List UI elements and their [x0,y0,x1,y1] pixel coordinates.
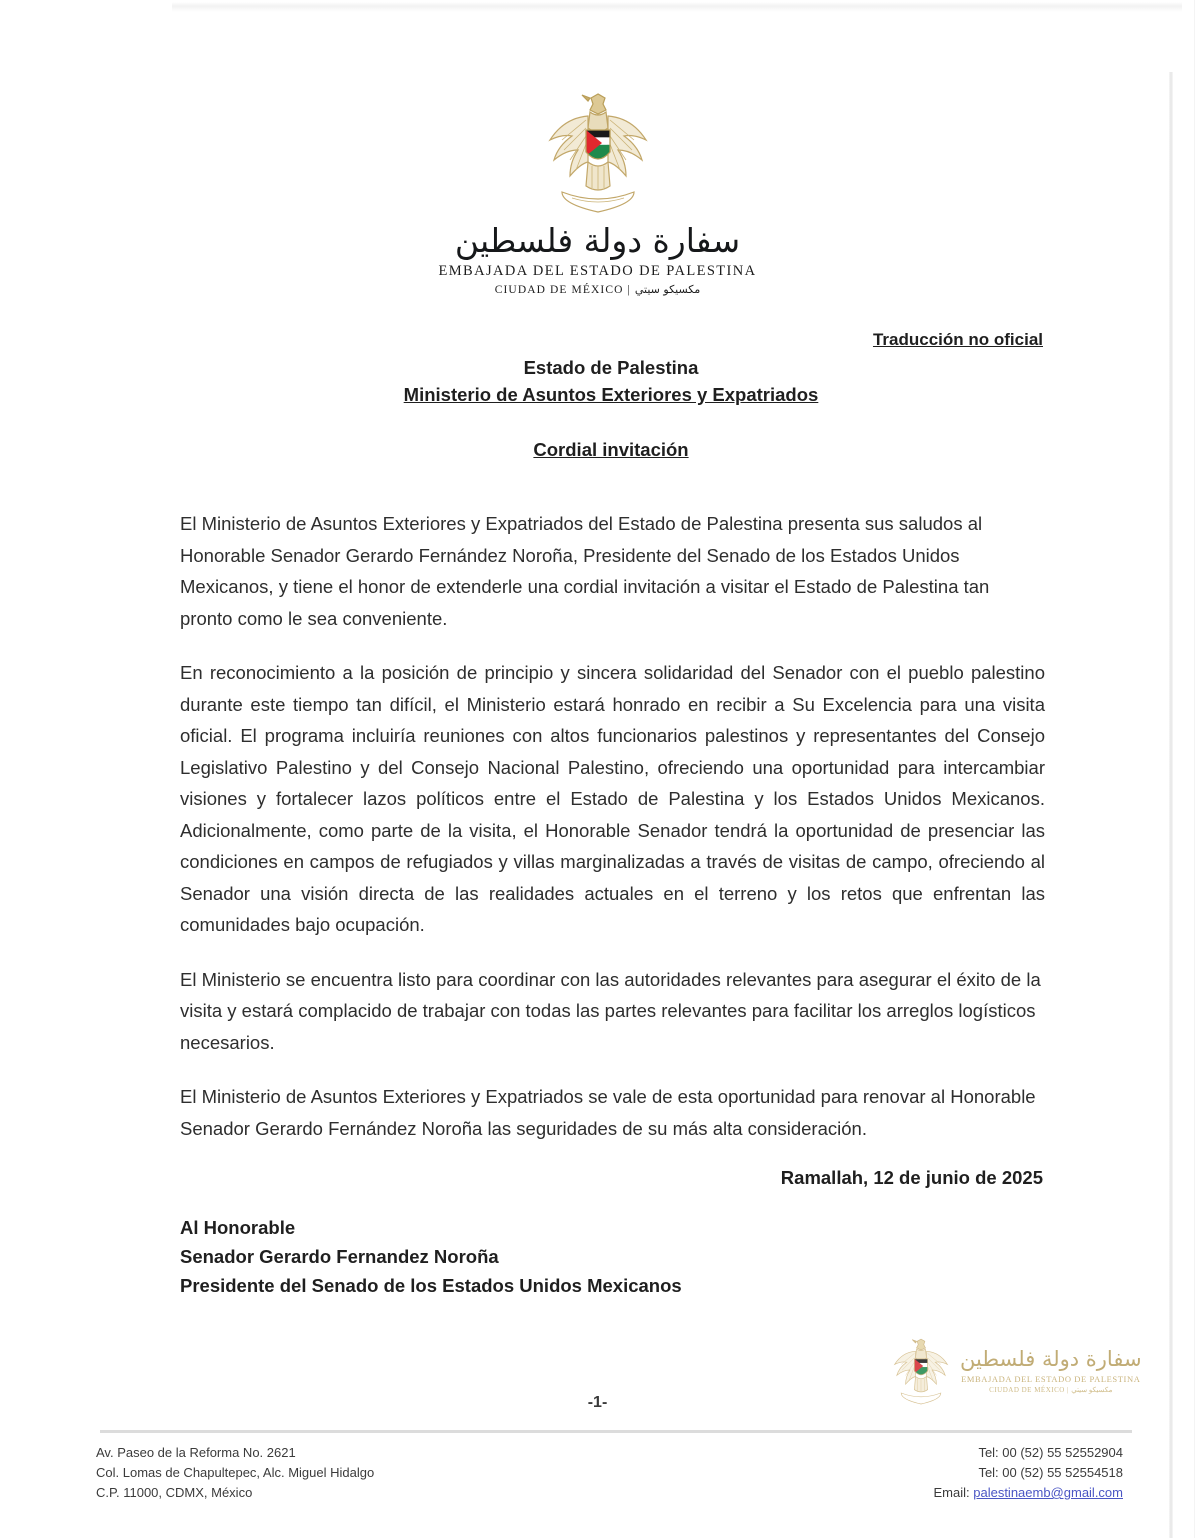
embassy-spanish-name: EMBAJADA DEL ESTADO DE PALESTINA [438,262,757,279]
document-subject: Cordial invitación [533,438,689,460]
footer-email-row [933,1483,1123,1503]
page-number: -1- [587,1394,608,1411]
footer-divider [100,1430,1132,1433]
translation-note: Traducción no oficial [872,330,1043,349]
footer-email-label: Email: [933,1485,970,1500]
body-paragraph-3: El Ministerio se encuentra listo para coordinar con las autoridades relevantes para asegurar el éxito de la visita y estará complacido de trabajar con todas las partes relevantes para facilitar los arreglos logísticos necesarios. [180,968,1041,1053]
footer-tel-1: Tel: 00 (52) 55 52552904 [978,1445,1123,1460]
embassy-city-spanish: CIUDAD DE MÉXICO | [494,283,631,296]
footer-embassy-spanish-name: EMBAJADA DEL ESTADO DE PALESTINA [961,1373,1141,1384]
letterhead [0,88,1195,296]
addressee-line-2: Senador Gerardo Fernandez Noroña [180,1246,499,1267]
page-edge-top [172,2,1182,12]
footer-embassy-city-line: CIUDAD DE MÉXICO | مكسيكو سيتي [989,1385,1113,1394]
footer-address-line-2: Col. Lomas de Chapultepec, Alc. Miguel Hidalgo [96,1465,375,1480]
document-body [180,508,1045,1189]
footer-address-line-3: C.P. 11000, CDMX, México [96,1485,253,1500]
addressee-block [180,1213,682,1300]
state-title: Estado de Palestina [523,357,699,378]
footer-email-link[interactable]: palestinaemb@gmail.com [973,1485,1123,1500]
ministry-title: Ministerio de Asuntos Exteriores y Expatriados [403,383,819,405]
addressee-line-3: Presidente del Senado de los Estados Unidos Mexicanos [180,1275,682,1296]
embassy-city-line [0,283,1195,296]
addressee-line-1: Al Honorable [180,1217,296,1238]
footer-address-line-1: Av. Paseo de la Reforma No. 2621 [96,1445,296,1460]
body-paragraph-2: En reconocimiento a la posición de principio y sincera solidaridad del Senador con el pueblo palestino durante este tiempo tan difícil, el Ministerio estará honrado en recibir a Su Excelencia para una visita oficial. El programa incluiría reuniones con altos funcionarios palestinos y representantes del Consejo Legislativo Palestino y del Consejo Nacional Palestino, ofreciendo una oportunidad para intercambiar visiones y fortalecer lazos políticos entre el Estado de Palestina y los Estados Unidos Mexicanos. Adicionalmente, como parte de la visita, el Honorable Senador tendrá la oportunidad de presenciar las condiciones en campos de refugiados y villas marginalizadas a través de visitas de campo, ofreciendo al Senador una visión directa de las realidades actuales en el terreno y los retos que enfrentan las comunidades bajo ocupación. [180,662,1045,935]
footer-logo-text [960,1348,1142,1393]
footer-tel-2: Tel: 00 (52) 55 52554518 [978,1465,1123,1480]
body-paragraph-4: El Ministerio de Asuntos Exteriores y Expatriados se vale de esta oportunidad para renovar al Honorable Senador Gerardo Fernández Noroña las seguridades de su más alta consideración. [180,1086,1036,1139]
footer-address-block [96,1443,374,1503]
body-paragraph-1: El Ministerio de Asuntos Exteriores y Expatriados del Estado de Palestina presenta sus saludos al Honorable Senador Gerardo Fernández Noroña, Presidente del Senado de los Estados Unidos Mexicanos, y tiene el honor de extenderle una cordial invitación a visitar el Estado de Palestina tan pronto como le sea conveniente. [180,513,990,629]
footer-contact-block [933,1443,1123,1503]
palestine-eagle-emblem-icon [538,88,658,216]
embassy-arabic-name: سفارة دولة فلسطين [454,221,741,260]
document-heading-block [180,355,1042,461]
embassy-city-arabic: مكسيكو سيتي [634,282,701,296]
date-line: Ramallah, 12 de junio de 2025 [780,1167,1043,1188]
footer-embassy-arabic-name: سفارة دولة فلسطين [960,1347,1142,1372]
